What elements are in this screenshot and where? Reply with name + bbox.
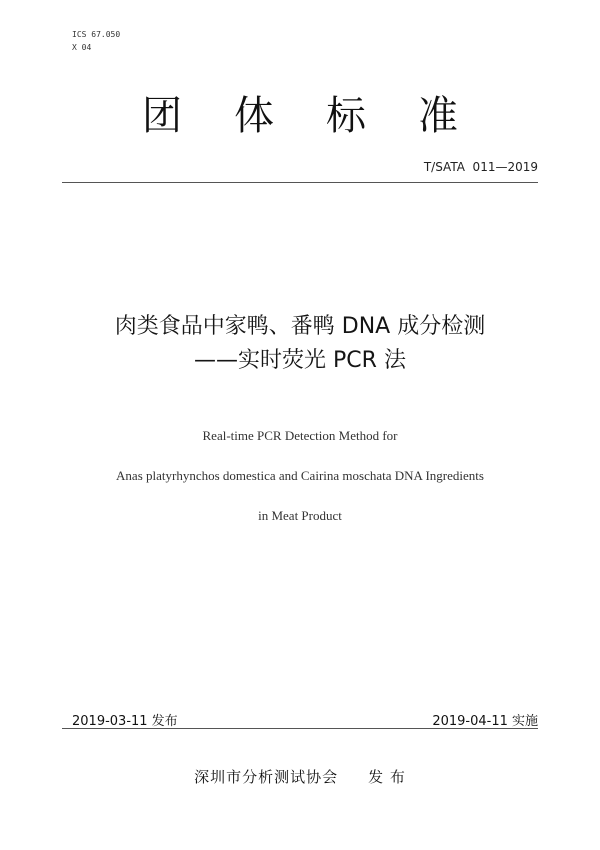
chinese-title-line-1: 肉类食品中家鸭、番鸭 DNA 成分检测: [114, 314, 486, 339]
title-char-2: 体: [234, 93, 274, 139]
chinese-title: [0, 310, 600, 378]
issue-date: 2019-03-11 发布: [72, 714, 178, 729]
classification-codes: [72, 28, 120, 54]
publish-label: 发 布: [368, 768, 406, 786]
bottom-divider: [62, 728, 538, 729]
english-title-line-1: Real-time PCR Detection Method for: [202, 428, 398, 443]
english-title-line-2: Anas platyrhynchos domestica and Cairina moschata DNA Ingredients: [116, 468, 484, 483]
ics-code: ICS 67.050: [72, 30, 121, 39]
ccs-code: X 04: [72, 43, 92, 52]
standard-number: T/SATA 011—2019: [423, 160, 538, 174]
english-title-line-3: in Meat Product: [258, 508, 342, 523]
title-char-4: 准: [418, 93, 458, 139]
title-char-3: 标: [326, 93, 366, 139]
title-char-1: 团: [142, 93, 182, 139]
implementation-date: 2019-04-11 实施: [432, 714, 538, 729]
publisher-name: 深圳市分析测试协会: [194, 768, 339, 786]
document-type-title: [0, 88, 600, 144]
chinese-title-line-2: ——实时荧光 PCR 法: [194, 348, 406, 373]
top-divider: [62, 182, 538, 183]
publisher-line: [0, 766, 600, 787]
